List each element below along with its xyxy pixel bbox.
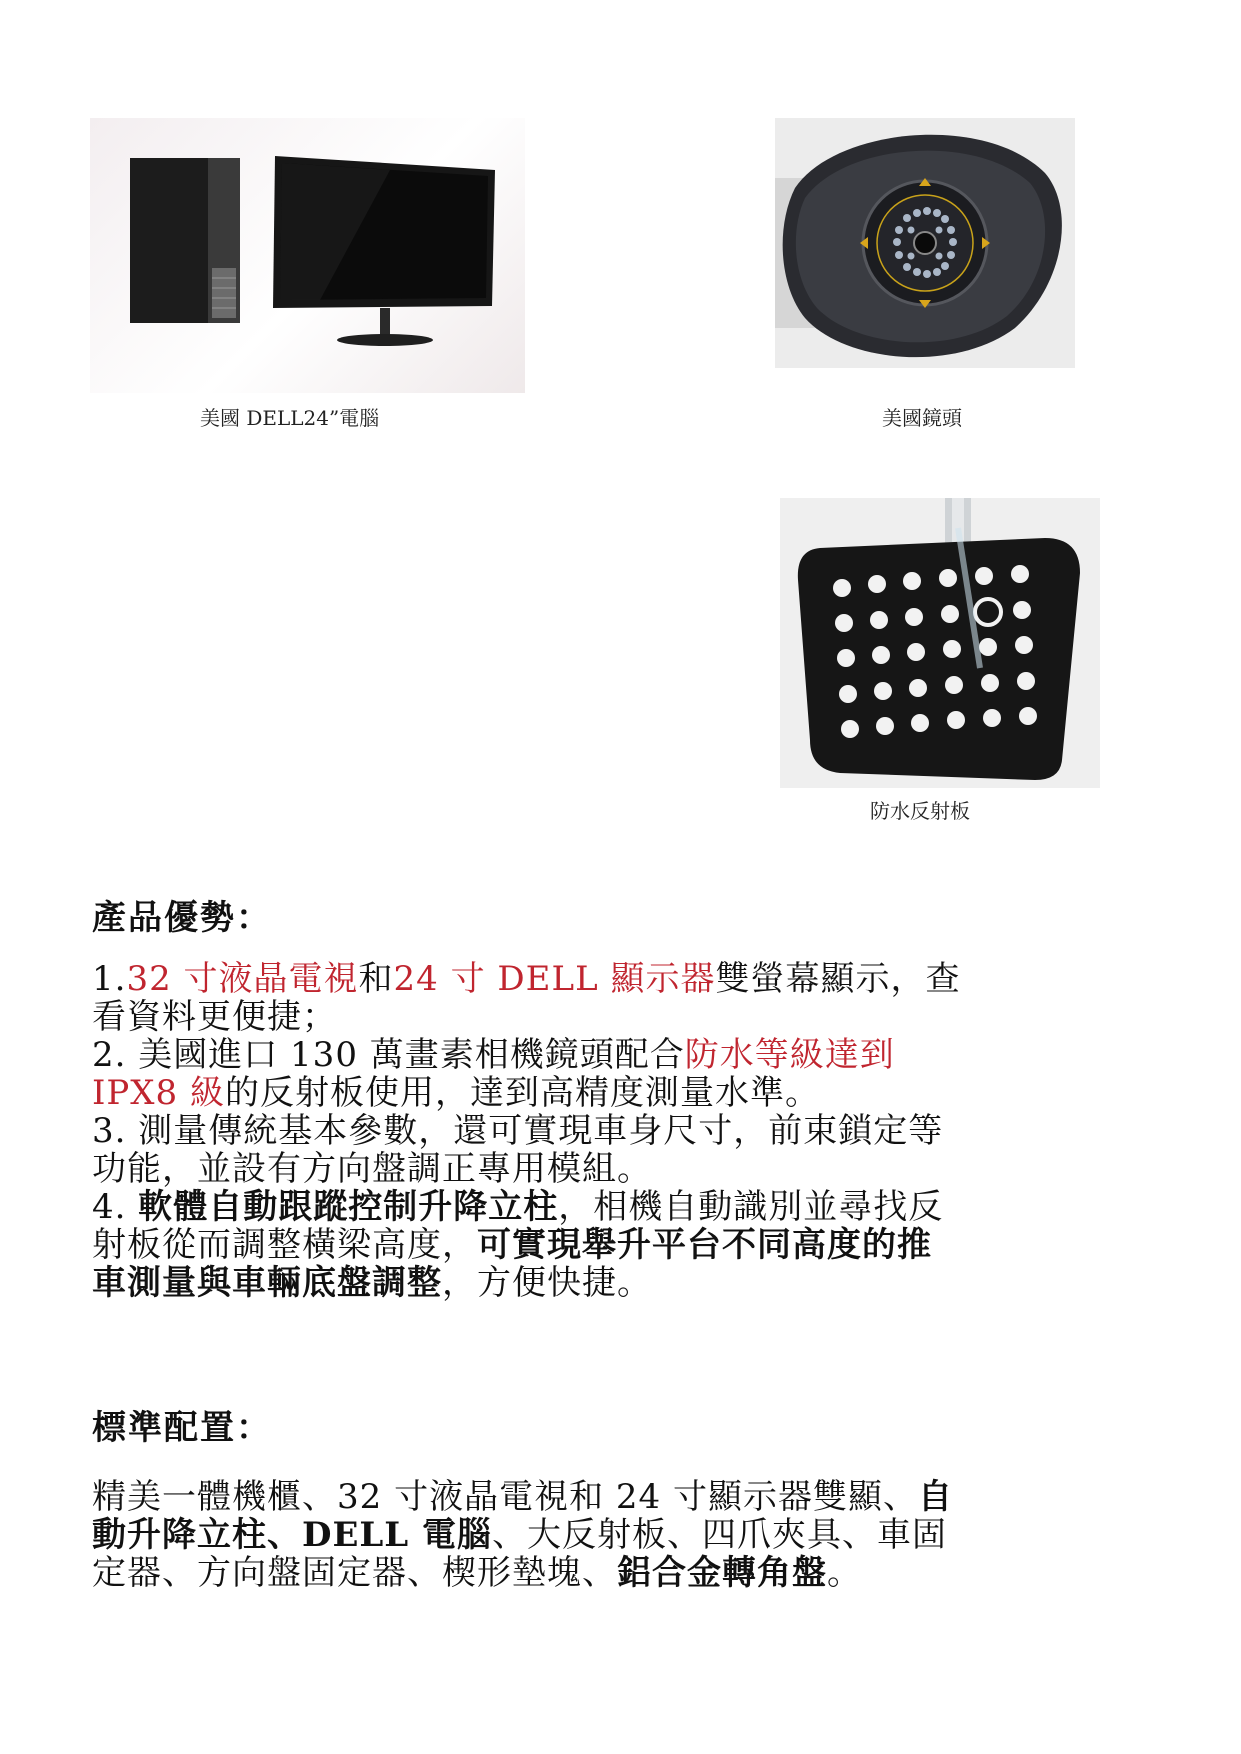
config-line-1: 精美一體機櫃、32 寸液晶電視和 24 寸顯示器雙顯、自	[92, 1477, 953, 1517]
advantage-line-2: 看資料更便捷；	[92, 997, 337, 1037]
config-heading: 標準配置：	[92, 1408, 272, 1448]
advantage-line-4: IPX8 級的反射板使用，達到高精度測量水準。	[92, 1073, 820, 1113]
reflector-illustration	[780, 498, 1100, 788]
reflector-caption: 防水反射板	[870, 799, 970, 823]
advantage-line-5: 3. 測量傳統基本參數，還可實現車身尺寸，前束鎖定等	[92, 1111, 944, 1151]
advantage-line-8: 射板從而調整橫梁高度，可實現舉升平台不同高度的推	[92, 1225, 932, 1265]
advantages-text	[92, 960, 1152, 1302]
config-text	[92, 1478, 1152, 1592]
advantages-heading: 產品優勢：	[92, 898, 272, 938]
advantage-line-6: 功能，並設有方向盤調正專用模組。	[92, 1149, 652, 1189]
reflector-photo	[780, 498, 1100, 788]
advantage-line-3: 2. 美國進口 130 萬畫素相機鏡頭配合防水等級達到	[92, 1035, 895, 1075]
computer-caption: 美國 DELL24”電腦	[200, 406, 380, 430]
advantage-line-7: 4. 軟體自動跟蹤控制升降立柱，相機自動識別並尋找反	[92, 1187, 944, 1227]
computer-illustration	[90, 118, 525, 393]
lens-illustration	[775, 118, 1075, 368]
config-line-2: 動升降立柱、DELL 電腦、大反射板、四爪夾具、車固	[92, 1515, 948, 1555]
config-line-3: 定器、方向盤固定器、楔形墊塊、鋁合金轉角盤。	[92, 1553, 862, 1593]
advantage-line-9: 車測量與車輛底盤調整，方便快捷。	[92, 1263, 652, 1303]
lens-caption: 美國鏡頭	[882, 406, 962, 430]
advantage-line-1: 1.32 寸液晶電視和24 寸 DELL 顯示器雙螢幕顯示，查	[92, 959, 961, 999]
computer-photo	[90, 118, 525, 393]
lens-photo	[775, 118, 1075, 368]
